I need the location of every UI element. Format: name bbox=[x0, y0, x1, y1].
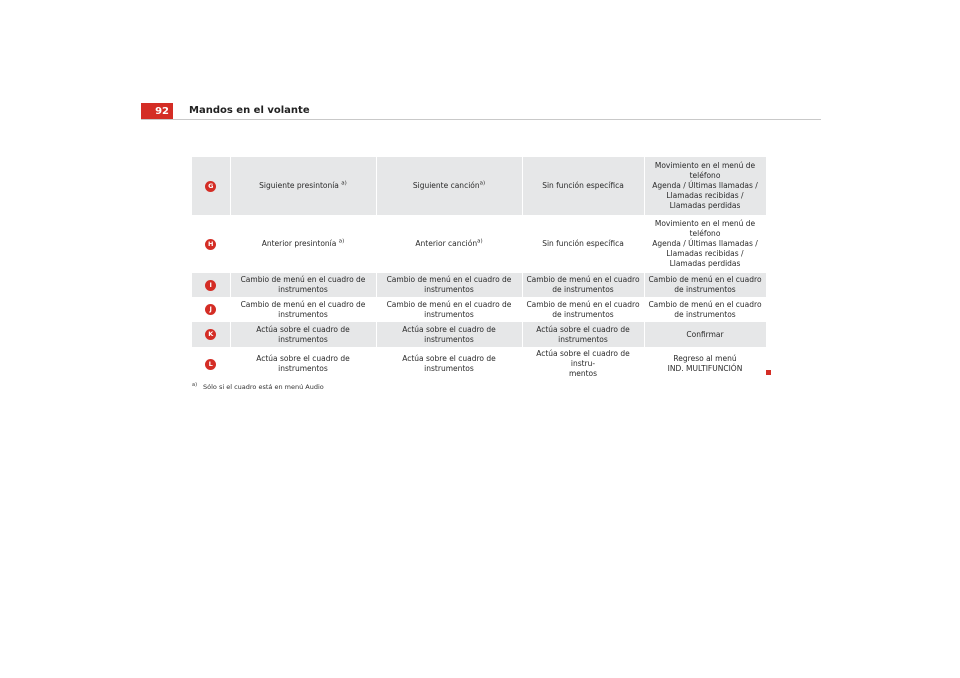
footnote bbox=[192, 382, 324, 391]
cell-line: mentos bbox=[568, 369, 598, 378]
cell-line: Llamadas perdidas bbox=[669, 201, 741, 210]
control-key-badge: I bbox=[205, 280, 216, 291]
cell-line: de instrumentos bbox=[552, 285, 614, 294]
cell-line: Cambio de menú en el cuadro bbox=[526, 299, 640, 309]
control-key-badge: K bbox=[205, 329, 216, 340]
table-cell bbox=[230, 347, 376, 381]
table-row bbox=[192, 273, 766, 297]
footnote-ref: a) bbox=[338, 238, 345, 245]
table-cell bbox=[644, 347, 766, 381]
table-cell bbox=[522, 273, 644, 297]
cell-line: Cambio de menú en el cuadro de bbox=[240, 299, 366, 309]
cell-line: Agenda / Últimas llamadas / bbox=[652, 239, 758, 248]
cell-line: IND. MULTIFUNCIÓN bbox=[667, 364, 743, 373]
cell-text: Actúa sobre el cuadro de instrumentos bbox=[402, 324, 496, 344]
cell-line: Movimiento en el menú de bbox=[654, 161, 756, 170]
page-header bbox=[141, 103, 821, 120]
footnote-mark: a) bbox=[192, 382, 198, 388]
table-cell bbox=[644, 157, 766, 215]
footnote-ref: a) bbox=[341, 180, 347, 187]
table-cell bbox=[230, 273, 376, 297]
cell-text: Sin función específica bbox=[542, 181, 624, 190]
footnote-ref: a) bbox=[477, 238, 483, 245]
cell-line: Actúa sobre el cuadro de instru- bbox=[536, 349, 630, 368]
cell-line: Llamadas recibidas / bbox=[666, 249, 744, 258]
cell-line: Regreso al menú bbox=[673, 354, 737, 363]
table-row bbox=[192, 297, 766, 322]
table-row bbox=[192, 157, 766, 215]
cell-line: Agenda / Últimas llamadas / bbox=[652, 181, 758, 190]
cell-text: Anterior canción bbox=[415, 239, 478, 248]
table-cell bbox=[376, 273, 522, 297]
page-number: 92 bbox=[141, 103, 173, 119]
cell-line: instrumentos bbox=[424, 309, 474, 319]
table-cell bbox=[644, 273, 766, 297]
control-key-badge: L bbox=[205, 359, 216, 370]
cell-text: Actúa sobre el cuadro de instrumentos bbox=[402, 354, 496, 373]
cell-line: Actúa sobre el cuadro de bbox=[536, 324, 630, 334]
table-cell bbox=[230, 297, 376, 322]
cell-text: Actúa sobre el cuadro de instrumentos bbox=[256, 324, 350, 344]
row-key-cell bbox=[192, 322, 230, 347]
table-cell bbox=[522, 297, 644, 322]
row-key-cell bbox=[192, 347, 230, 381]
cell-line: instrumentos bbox=[278, 309, 328, 319]
table-row bbox=[192, 215, 766, 273]
cell-text: Actúa sobre el cuadro de instrumentos bbox=[256, 354, 350, 373]
cell-line: de instrumentos bbox=[674, 309, 736, 319]
row-key-cell bbox=[192, 157, 230, 215]
table-cell bbox=[644, 297, 766, 322]
cell-line: Cambio de menú en el cuadro bbox=[648, 299, 762, 309]
control-key-badge: H bbox=[205, 239, 216, 250]
table-cell bbox=[376, 297, 522, 322]
row-key-cell bbox=[192, 297, 230, 322]
table-row bbox=[192, 347, 766, 381]
table-cell bbox=[230, 322, 376, 347]
section-end-marker bbox=[766, 370, 771, 375]
control-key-badge: G bbox=[205, 181, 216, 192]
cell-line: teléfono bbox=[689, 171, 721, 180]
table-cell bbox=[522, 215, 644, 273]
cell-line: Llamadas recibidas / bbox=[666, 191, 744, 200]
row-key-cell bbox=[192, 273, 230, 297]
table-cell bbox=[376, 157, 522, 215]
table-cell bbox=[522, 157, 644, 215]
cell-line: instrumentos bbox=[278, 285, 328, 294]
cell-line: Movimiento en el menú de bbox=[654, 219, 756, 228]
cell-text: Siguiente canción bbox=[412, 181, 480, 190]
cell-line: instrumentos bbox=[424, 285, 474, 294]
cell-line: Llamadas perdidas bbox=[669, 259, 741, 268]
cell-line: de instrumentos bbox=[552, 309, 614, 319]
section-title: Mandos en el volante bbox=[189, 105, 310, 116]
table-cell bbox=[644, 215, 766, 273]
cell-text: Confirmar bbox=[686, 329, 724, 339]
cell-line: Cambio de menú en el cuadro de bbox=[386, 275, 512, 284]
table-cell bbox=[376, 215, 522, 273]
row-key-cell bbox=[192, 215, 230, 273]
cell-line: de instrumentos bbox=[674, 285, 736, 294]
table-cell bbox=[376, 347, 522, 381]
cell-text: Anterior presintonía bbox=[261, 239, 339, 248]
cell-text: Siguiente presintonía bbox=[259, 181, 342, 190]
table-cell bbox=[230, 157, 376, 215]
cell-line: Cambio de menú en el cuadro bbox=[648, 275, 762, 284]
control-key-badge: J bbox=[205, 304, 216, 315]
cell-line: instrumentos bbox=[558, 334, 608, 344]
table-cell bbox=[522, 322, 644, 347]
table-cell bbox=[644, 322, 766, 347]
cell-line: Cambio de menú en el cuadro bbox=[526, 275, 640, 284]
footnote-text: Sólo si el cuadro está en menú Audio bbox=[203, 383, 324, 392]
cell-text: Sin función específica bbox=[542, 239, 624, 248]
cell-line: teléfono bbox=[689, 229, 721, 238]
table-cell bbox=[376, 322, 522, 347]
table-cell bbox=[522, 347, 644, 381]
table-row bbox=[192, 322, 766, 347]
table-cell bbox=[230, 215, 376, 273]
cell-line: Cambio de menú en el cuadro de bbox=[240, 275, 366, 284]
steering-controls-table bbox=[192, 157, 767, 381]
cell-line: Cambio de menú en el cuadro de bbox=[386, 299, 512, 309]
footnote-ref: a) bbox=[479, 180, 486, 187]
